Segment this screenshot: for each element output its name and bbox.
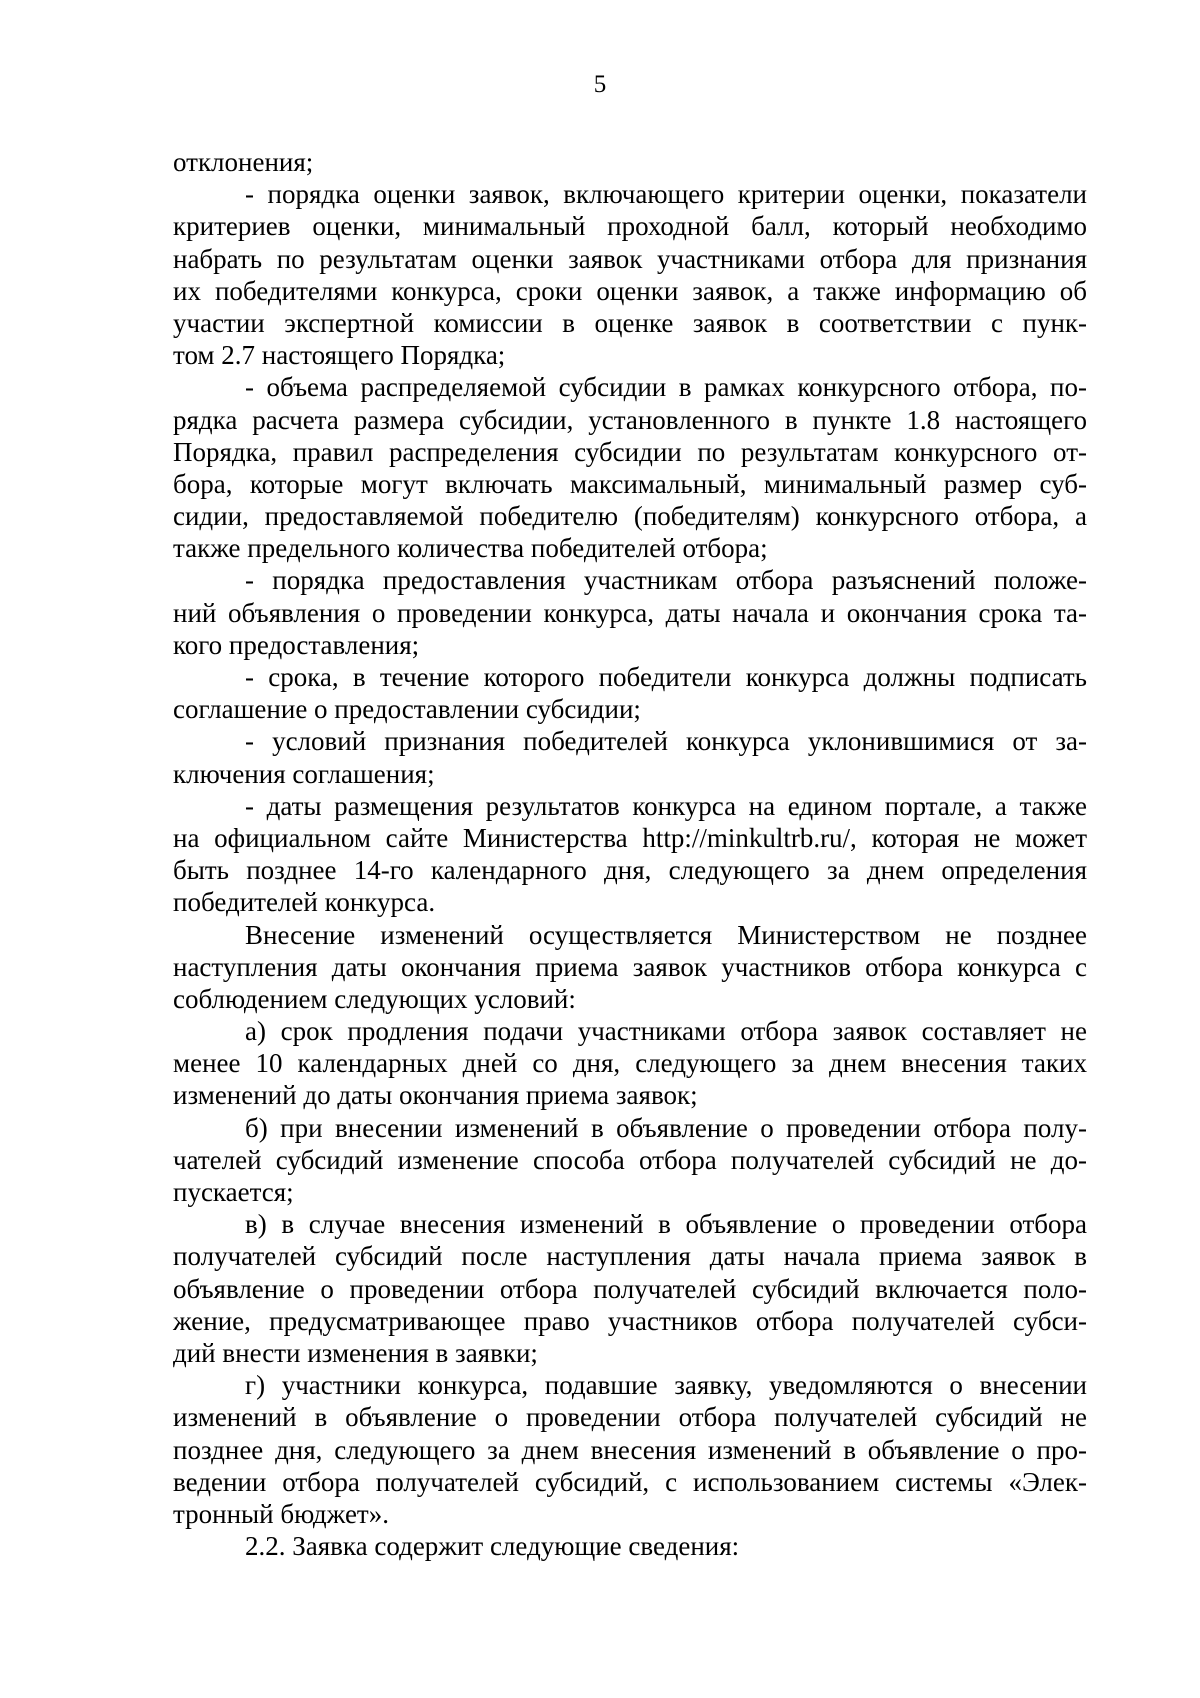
text-line: - объема распределяемой субсидии в рамках конкурсного отбора, по- — [245, 372, 1087, 403]
text-line: быть позднее 14-го календарного дня, следующего за днем определения — [173, 855, 1087, 886]
text-line: жение, предусматривающее право участников отбора получателей субси- — [173, 1305, 1087, 1336]
text-line: том 2.7 настоящего Порядка; — [173, 340, 506, 371]
text-line: ключения соглашения; — [173, 758, 435, 789]
text-line: позднее дня, следующего за днем внесения изменений в объявление о про- — [173, 1434, 1087, 1465]
text-line: дий внести изменения в заявки; — [173, 1337, 538, 1368]
text-line: - срока, в течение которого победители конкурса должны подписать — [245, 662, 1087, 692]
text-line: набрать по результатам оценки заявок участниками отбора для признания — [173, 243, 1087, 274]
text-line: объявление о проведении отбора получателей субсидий включается поло- — [173, 1273, 1087, 1304]
text-line: наступления даты окончания приема заявок участников отбора конкурса с — [173, 951, 1087, 982]
text-line: на официальном сайте Министерства http://minkultrb.ru/, которая не может — [173, 822, 1087, 853]
text-line: сидии, предоставляемой победителю (победителям) конкурсного отбора, а — [173, 501, 1087, 532]
text-line: изменений в объявление о проведении отбора получателей субсидий не — [173, 1402, 1087, 1433]
text-line: Порядка, правил распределения субсидии по результатам конкурсного от- — [173, 436, 1087, 467]
text-line: - условий признания победителей конкурса уклонившимися от за- — [245, 726, 1087, 757]
text-line: - порядка оценки заявок, включающего критерии оценки, показатели — [245, 179, 1087, 210]
text-line: 2.2. Заявка содержит следующие сведения: — [245, 1531, 740, 1562]
text-line: менее 10 календарных дней со дня, следующего за днем внесения таких — [173, 1048, 1087, 1079]
text-line: их победителями конкурса, сроки оценки заявок, а также информацию об — [173, 275, 1087, 306]
text-line: в) в случае внесения изменений в объявление о проведении отбора — [245, 1209, 1087, 1240]
text-line: а) срок продления подачи участниками отбора заявок составляет не — [245, 1016, 1087, 1047]
text-line: получателей субсидий после наступления даты начала приема заявок в — [173, 1241, 1087, 1272]
page-number: 5 — [593, 71, 607, 98]
text-line: соглашение о предоставлении субсидии; — [173, 694, 641, 725]
text-line: ведении отбора получателей субсидий, с использованием системы «Элек- — [173, 1466, 1087, 1497]
text-line: отклонения; — [173, 147, 314, 177]
text-line: критериев оценки, минимальный проходной балл, который необходимо — [173, 211, 1087, 242]
text-line: б) при внесении изменений в объявление о проведении отбора полу- — [245, 1112, 1087, 1143]
text-line: победителей конкурса. — [173, 887, 436, 918]
text-line: изменений до даты окончания приема заявок; — [173, 1080, 698, 1111]
document-body — [173, 146, 1087, 1562]
text-line: также предельного количества победителей отбора; — [173, 533, 768, 564]
text-line: рядка расчета размера субсидии, установленного в пункте 1.8 настоящего — [173, 404, 1087, 435]
text-line: участии экспертной комиссии в оценке заявок в соответствии с пунк- — [173, 307, 1087, 338]
text-line: соблюдением следующих условий: — [173, 983, 576, 1014]
text-line: тронный бюджет». — [173, 1498, 389, 1529]
text-line: - порядка предоставления участникам отбора разъяснений положе- — [245, 565, 1087, 596]
text-line: чателей субсидий изменение способа отбора получателей субсидий не до- — [173, 1144, 1087, 1175]
text-line: пускается; — [173, 1177, 294, 1207]
text-line: кого предоставления; — [173, 629, 420, 660]
text-line: бора, которые могут включать максимальный, минимальный размер суб- — [173, 468, 1087, 499]
text-line: - даты размещения результатов конкурса на едином портале, а также — [245, 790, 1087, 821]
text-line: г) участники конкурса, подавшие заявку, уведомляются о внесении — [245, 1370, 1087, 1401]
text-line: Внесение изменений осуществляется Министерством не позднее — [245, 919, 1087, 950]
text-line: ний объявления о проведении конкурса, даты начала и окончания срока та- — [173, 597, 1087, 628]
